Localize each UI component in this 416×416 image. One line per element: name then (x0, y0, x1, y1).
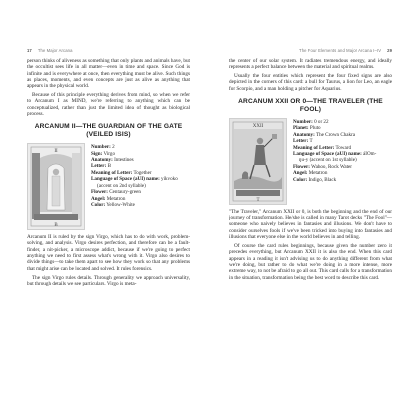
card-top-label: II (54, 149, 58, 155)
arcanum-ii-heading: ARCANUM II—THE GUARDIAN OF THE GATE (VEILED ISIS) (34, 123, 183, 139)
attribute-row: Letter: T (293, 138, 313, 145)
right-page (229, 48, 392, 383)
right-intro-paragraph: the center of our solar system. It radiates tremendous energy, and ideally represents a perfect balance between the material and spiritual realms. (229, 58, 392, 71)
attribute-row: Sign: Virgo (91, 150, 116, 157)
right-running-title: The Four Elements and Major Arcana I–IV (299, 48, 382, 53)
left-intro-paragraph: person thinks of aliveness as something that only plants and animals have, but the occultist sees life in all matter—even in time and space. Since God is infinite and is everywhere at once, then everything must be alive. Such things as places, moments, and even concepts are just as alive as anything that appears in the physical world. (27, 58, 190, 90)
arcanum-xxii-attributes (293, 118, 376, 205)
arcanum-ii-attributes (91, 143, 178, 230)
attribute-row: Anatomy: The Crown Chakra (293, 131, 356, 138)
attribute-row: Flower: Centaury-green (91, 189, 141, 196)
attribute-row: Language of Space (aUI) name: áIOm- (293, 150, 377, 157)
card-bottom-label: T (256, 197, 260, 203)
attribute-row: Color: Indigo, Black (293, 176, 337, 183)
left-body-paragraph: Arcanum II is ruled by the sign Virgo, which has to do with work, problem-solving, and analysis. Virgo desires perfection, and therefore can be a fault-finder, a nit-picker, a microscope addict, because if we're going to perfect anything we need to first assess what's wrong with it. Virgo also desires to divide things—to take them apart to see how they work so that any problems that might arise can be located and solved. It rules forensics. (27, 234, 190, 272)
arcanum-xxii-card-block (229, 118, 392, 205)
card-bottom-label: B (54, 223, 58, 229)
attribute-row: Planet: Pluto (293, 125, 321, 132)
right-body-paragraph: Of course the card rules beginnings, because given the number zero it precedes everything, but Arcanum XXII it is also the end. When this card appears in a reading it isn't advising us to do anything different from what we're doing, but rather to do what we're doing in a more intense, more extreme way, to not be afraid to go all out. This card calls for a transformation in the situation, transformation being the best word to describe this card. (229, 242, 392, 281)
attribute-row: Number: 2 (91, 144, 115, 151)
attribute-row: Flower: Wahoo, Rock Water (293, 163, 352, 170)
left-body-paragraph: The sign Virgo rules details. Through generality we approach universality, but through details we see particulars. Virgo is meta- (27, 274, 190, 287)
card-top-label: XXII (252, 123, 264, 129)
attribute-row: Angel: Metatron (91, 195, 126, 202)
right-body-paragraph: "The Traveler," Arcanum XXII or 0, is both the beginning and the end of our journey of transformation. He/she is called in many Tarot decks "The Fool"—someone who naively believes in fantasies and illusions. We don't have to consider ourselves fools if we've been tricked into buying into fantasies and illusions that everyone else in the world believes in and telling. (229, 208, 392, 241)
left-page (27, 48, 190, 383)
attribute-row: Language of Space (aUI) name: yikvoko (91, 176, 178, 183)
left-intro-paragraph: Because of this principle everything derives from mind, so when we refer to Arcanum I as MIND, we're referring to anything which can be conceptualized, rather than just the limited idea of thought as biological process. (27, 92, 190, 118)
left-running-title: The Major Arcana (37, 48, 73, 53)
arcanum-ii-card-illustration (27, 143, 85, 230)
arcanum-ii-card-block (27, 143, 190, 230)
right-running-head (229, 48, 392, 53)
left-page-number: 17 (27, 48, 32, 53)
attribute-row: Meaning of Letter: Together (91, 169, 152, 176)
left-running-head (27, 48, 190, 53)
right-intro-paragraph: Usually the four entities which represent the four fixed signs are also depicted in the corners of this card: a bull for Taurus, a lion for Leo, an eagle for Scorpio, and a man holding a pitcher for Aquarius. (229, 73, 392, 92)
attribute-row: Anatomy: Intestines (91, 156, 134, 163)
attribute-row: Meaning of Letter: Toward (293, 144, 351, 151)
attribute-row: Letter: B (91, 163, 111, 170)
attribute-row: Color: Yellow-White (91, 202, 135, 209)
attribute-row: (accent on 2nd syllable) (97, 182, 146, 189)
attribute-row: Angel: Metatron (293, 170, 328, 177)
attribute-row: ŋu-y (accent on 1st syllable) (299, 157, 357, 164)
arcanum-xxii-card-illustration (229, 118, 287, 205)
right-page-number: 29 (387, 48, 392, 53)
attribute-row: Number: 0 or 22 (293, 118, 329, 125)
arcanum-xxii-heading: ARCANUM XXII OR 0—THE TRAVELER (THE FOOL) (238, 98, 383, 113)
